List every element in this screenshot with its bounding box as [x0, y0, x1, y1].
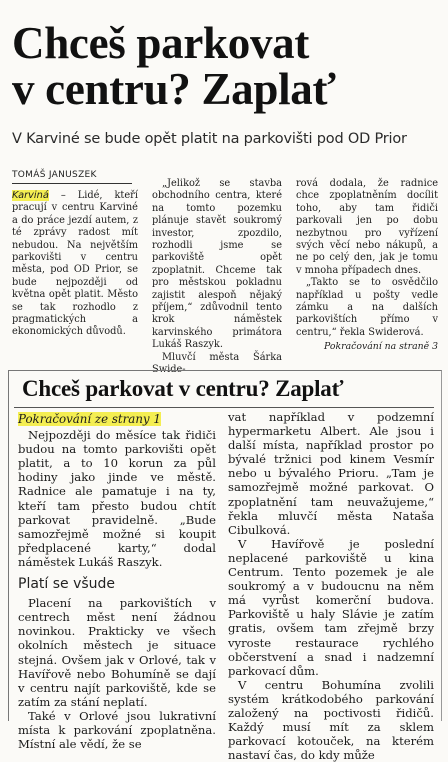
- headline-rule: [14, 407, 434, 408]
- paragraph: V centru Bohumína zvolili systém krátkodobého parkování založený na poctivosti řidičů. Každý musí mít za sklem parkovací kotouček, na kterém nastaví čas, do kdy může: [228, 677, 434, 762]
- headline-line-2: v centru? Zaplať: [12, 64, 336, 114]
- paragraph: Nejpozději do měsíce tak řidiči budou na tomto parkovišti opět platit, a to 10 korun za půl hodiny jako jinde ve městě. Radnice ale pamatuje i na ty, kteří tam přesto budou chtít parkovat pravidelně. „Bude samozřejmě možné si koupit předplacené karty,“ dodal náměstek Lukáš Raszyk.: [18, 428, 216, 569]
- article-headline: [12, 20, 422, 112]
- paragraph: vat například v podzemní hypermarketu Albert. Ale jsou i další místa, například prostor po bývalé tržnici pod kinem Vesmír nebo u bývalého Prioru. „Tam je samozřejmě možné parkovat. O zpoplatnění tam neuvažujeme,“ řekla mluvčí města Nataša Cibulková.: [228, 410, 434, 537]
- article-column-2: [152, 178, 282, 377]
- lead-paragraph: – Lidé, kteří pracují v centru Karviné a do práce jezdí autem, z té zprávy radost mít nebudou. Na největším parkovišti v centru města, pod OD Prior, se bude nejpozději od května opět platit. Město se tak rozhodlo z pragmatických a ekonomických důvodů.: [12, 190, 138, 338]
- paragraph: Také v Orlové jsou lukrativní místa k parkování zpoplatněna. Místní ale vědí, že se: [18, 708, 216, 752]
- article-subheadline: V Karviné se bude opět platit na parkovišti pod OD Prior: [12, 131, 407, 147]
- article-column-3: [296, 178, 438, 354]
- headline-line-1: Chceš parkovat: [12, 18, 310, 68]
- continued-on-page: Pokračování na straně 3: [324, 341, 438, 353]
- continuation-headline: Chceš parkovat v centru? Zaplať: [22, 376, 344, 401]
- continued-from-page: Pokračování ze strany 1: [18, 412, 161, 426]
- byline: TOMÁŠ JANUSZEK: [12, 170, 97, 180]
- section-subheading: Platí se všude: [18, 576, 116, 593]
- dateline: Karviná: [12, 190, 49, 201]
- front-page-article: [0, 0, 448, 376]
- article-column-1: [12, 190, 138, 339]
- paragraph: „Takto se to osvědčilo například u pošty vedle zámku a na dalších parkovištích přímo v centru,“ řekla Swiderová.: [296, 277, 438, 338]
- byline-rule: [12, 183, 132, 184]
- continuation-column-2: [228, 410, 434, 762]
- paragraph: V Havířově je poslední neplacené parkoviště u kina Centrum. Tento pozemek je ale soukromý a v budoucnu na něm má vyrůst komerční budova. Parkoviště u haly Slávie je zatím gratis, ovšem tam zřejmě brzy vyroste restaurace rychlého občerstvení a snad i nadzemní parkovací dům.: [228, 536, 434, 678]
- paragraph: Placení na parkovištích v centrech měst není žádnou novinkou. Prakticky ve všech okolních městech je situace stejná. Ovšem jak v Orlové, tak v Havířově nebo Bohumíně se dají v centru najít parkoviště, kde se zatím za stání neplatí.: [18, 596, 216, 709]
- continuation-column-1: [18, 412, 216, 751]
- quote-paragraph: „Jelikož se stavba obchodního centra, které na tomto pozemku plánuje stavět soukromý investor, zpozdilo, rozhodli jsme se parkoviště opět zpoplatnit. Chceme tak pro městskou pokladnu zajistit alespoň nějaký příjem,“ zdůvodnil tento krok náměstek karvinského primátora Lukáš Raszyk.: [152, 178, 282, 351]
- paragraph: rová dodala, že radnice chce zpoplatněním docílit toho, aby tam řidiči parkovali jen po dobu nezbytnou pro vyřízení svých věcí nebo nákupů, a ne po celý den, jak je tomu v mnoha případech dnes.: [296, 178, 438, 276]
- spokesperson-paragraph: Mluvčí města Šárka Swide-: [152, 351, 282, 376]
